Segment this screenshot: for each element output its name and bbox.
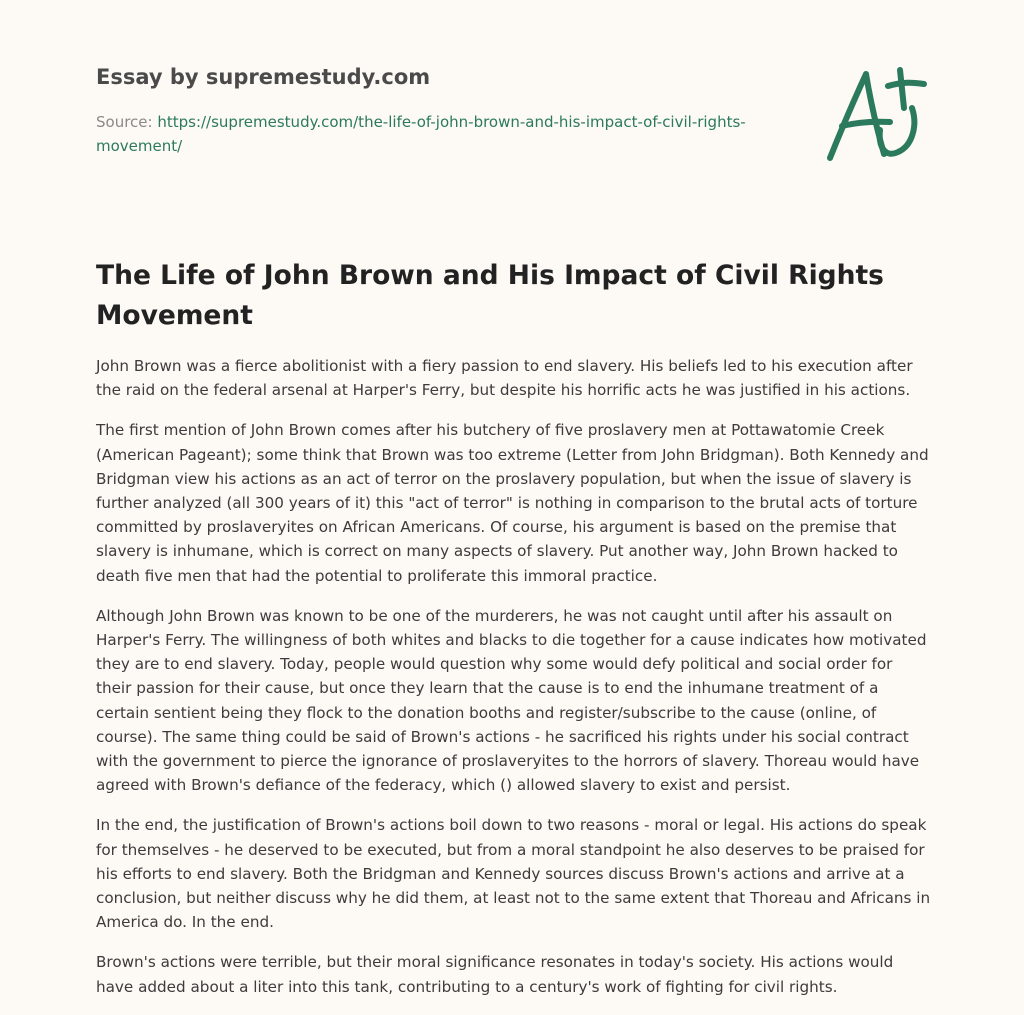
essay-paragraph: Although John Brown was known to be one of the murderers, he was not caught until after his assault on Harper's Ferry. The willingness of both whites and blacks to die together for a cause indicates how motivated they are to end slavery. Today, people would question why some would defy political and social order for their passion for their cause, but once they learn that the cause is to end the inhumane treatment of a certain sentient being they flock to the donation booths and register/subscribe to the cause (online, of course). The same thing could be said of Brown's actions - he sacrificed his rights under his social contract with the government to pierce the ignorance of proslaveryites to the horrors of slavery. Thoreau would have agreed with Brown's defiance of the federacy, which () allowed slavery to exist and persist. xyxy=(96,606,927,795)
essay-body xyxy=(96,354,932,1015)
essay-paragraph: The first mention of John Brown comes after his butchery of five proslavery men at Pottawatomie Creek (American Pageant); some think that Brown was too extreme (Letter from John Bridgman). Both Kennedy and Bridgman view his actions as an act of terror on the proslavery population, but when the issue of slavery is further analyzed (all 300 years of it) this "act of terror" is nothing in comparison to the brutal acts of torture committed by proslaveryites on African Americans. Of course, his argument is based on the premise that slavery is inhumane, which is correct on many aspects of slavery. Put another way, John Brown hacked to death five men that had the potential to proliferate this immoral practice. xyxy=(96,421,929,585)
essay-paragraph: John Brown was a fierce abolitionist with a fiery passion to end slavery. His beliefs led to his execution after the raid on the federal arsenal at Harper's Ferry, but despite his horrific acts he was justified in his actions. xyxy=(96,357,913,400)
source-link[interactable]: https://supremestudy.com/the-life-of-john-brown-and-his-impact-of-civil-rights-movement/ xyxy=(96,113,746,155)
site-title: Essay by supremestudy.com xyxy=(96,65,431,89)
source-line xyxy=(96,110,756,158)
essay-paragraph: In the end, the justification of Brown's actions boil down to two reasons - moral or legal. His actions do speak for themselves - he deserved to be executed, but from a moral standpoint he also deserves to be praised for his efforts to end slavery. Both the Bridgman and Kennedy sources discuss Brown's actions and arrive at a conclusion, but neither discuss why he did them, at least not to the same extent that Thoreau and Africans in America do. In the end. xyxy=(96,816,931,932)
a-plus-grade-icon xyxy=(820,64,930,168)
source-label: Source: xyxy=(96,113,158,131)
essay-paragraph: Brown's actions were terrible, but their moral significance resonates in today's society. His actions would have added about a liter into this tank, contributing to a century's work of fighting for civil rights. xyxy=(96,953,894,996)
page-header xyxy=(96,60,796,158)
essay-title: The Life of John Brown and His Impact of Civil Rights Movement xyxy=(96,260,884,331)
